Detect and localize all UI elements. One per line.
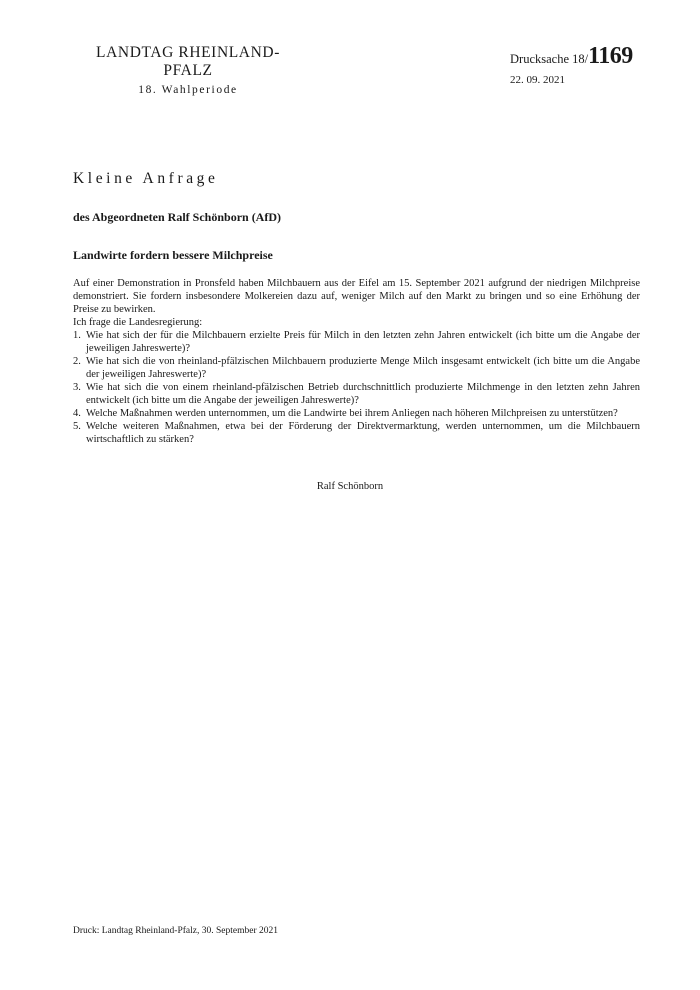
question-number: 4.: [73, 408, 81, 419]
document-type: Kleine Anfrage: [73, 170, 219, 187]
document-body: [73, 277, 640, 446]
question-item: [73, 355, 640, 381]
question-item: [73, 420, 640, 446]
drucksache-line: [510, 44, 670, 71]
question-number: 2.: [73, 356, 81, 367]
drucksache-label: Drucksache 18/: [510, 52, 589, 66]
question-text: Wie hat sich die von rheinland-pfälzischen Milchbauern produzierte Menge Milch insgesamt entwickelt (ich bitte um die Angabe der jeweiligen Jahreswerte)?: [86, 356, 640, 380]
question-number: 5.: [73, 421, 81, 432]
document-reference: [510, 44, 670, 87]
print-footer: Druck: Landtag Rheinland-Pfalz, 30. September 2021: [73, 926, 278, 936]
question-text: Wie hat sich die von einem rheinland-pfälzischen Betrieb durchschnittlich produzierte Milchmenge in den letzten zehn Jahren entwickelt (ich bitte um die Angabe der jeweiligen Jahreswerte)?: [86, 382, 640, 406]
question-text: Welche weiteren Maßnahmen, etwa bei der Förderung der Direktvermarktung, werden unternommen, um die Milchbauern wirtschaftlich zu stärken?: [86, 421, 640, 445]
drucksache-number: 1169: [588, 43, 633, 69]
question-number: 1.: [73, 330, 81, 341]
intro-paragraph: Auf einer Demonstration in Pronsfeld haben Milchbauern aus der Eifel am 15. September 2021 aufgrund der niedrigen Milchpreise demonstriert. Sie fordern insbesondere Molkereien dazu auf, weniger Milch auf den Markt zu bringen und so eine Erhöhung der Preise zu bewirken.: [73, 278, 640, 315]
parliament-name: LANDTAG RHEINLAND-PFALZ: [96, 44, 280, 79]
question-number: 3.: [73, 382, 81, 393]
question-text: Wie hat sich der für die Milchbauern erzielte Preis für Milch in den letzten zehn Jahren entwickelt (ich bitte um die Angabe der jeweiligen Jahreswerte)?: [86, 330, 640, 354]
question-item: [73, 407, 640, 420]
document-date: 22. 09. 2021: [510, 74, 565, 86]
document-subject: Landwirte fordern bessere Milchpreise: [73, 248, 273, 262]
legislative-period: 18. Wahlperiode: [138, 84, 238, 96]
signature: Ralf Schönborn: [316, 481, 384, 492]
question-list: [73, 329, 640, 446]
question-item: [73, 381, 640, 407]
question-lead: Ich frage die Landesregierung:: [73, 317, 203, 328]
question-item: [73, 329, 640, 355]
parliament-header: [73, 44, 303, 98]
author-line: des Abgeordneten Ralf Schönborn (AfD): [73, 210, 282, 224]
question-text: Welche Maßnahmen werden unternommen, um die Landwirte bei ihrem Anliegen nach höheren Milchpreisen zu unterstützen?: [86, 408, 618, 419]
